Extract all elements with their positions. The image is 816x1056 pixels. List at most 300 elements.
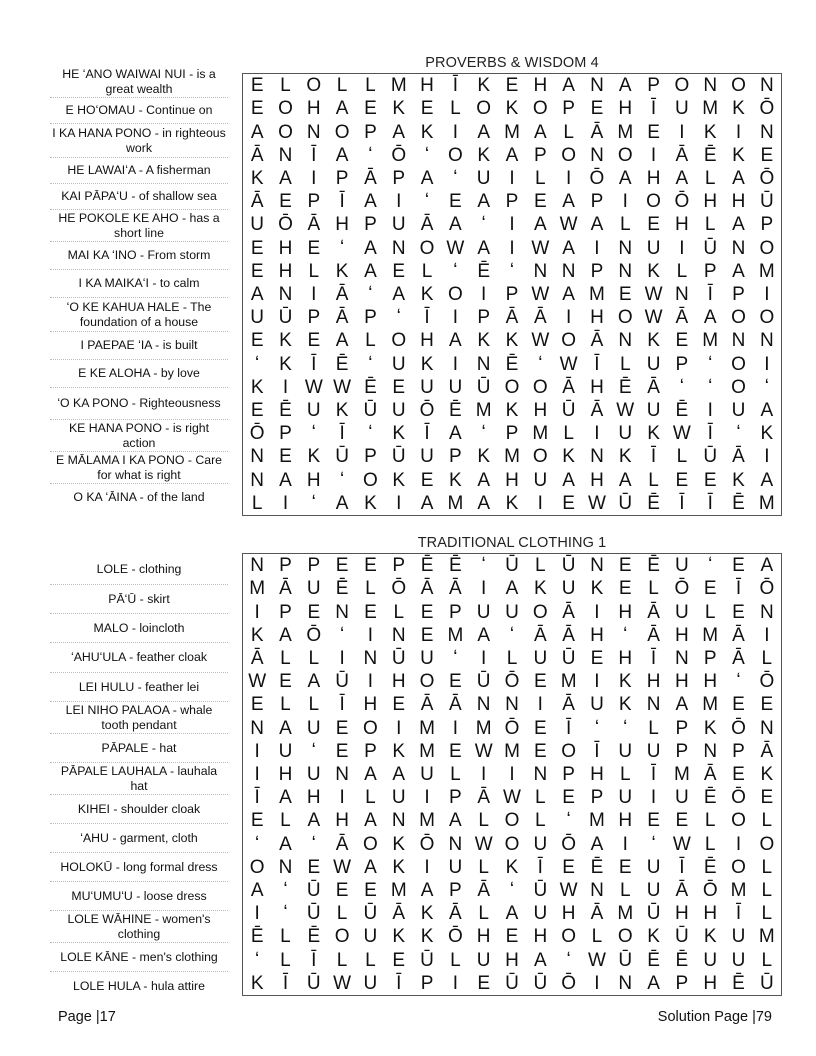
grid-cell[interactable]: L (563, 121, 574, 143)
grid-cell[interactable]: A (533, 949, 547, 971)
grid-cell[interactable]: L (648, 469, 659, 491)
grid-cell[interactable]: E (279, 446, 292, 468)
grid-cell[interactable]: Ī (594, 740, 600, 762)
grid-cell[interactable]: L (478, 810, 489, 832)
grid-cell[interactable]: U (250, 307, 265, 329)
grid-cell[interactable]: U (646, 353, 661, 375)
grid-cell[interactable]: ʻ (311, 492, 316, 514)
grid-cell[interactable]: W (672, 833, 691, 855)
grid-cell[interactable]: Ī (565, 717, 572, 739)
grid-cell[interactable]: A (449, 214, 462, 236)
grid-cell[interactable]: N (618, 260, 633, 282)
grid-cell[interactable]: O (476, 98, 492, 120)
grid-cell[interactable]: Ū (278, 307, 293, 329)
grid-cell[interactable]: E (562, 856, 575, 878)
grid-cell[interactable]: Ū (363, 400, 378, 422)
grid-cell[interactable]: ʻ (283, 903, 288, 925)
grid-cell[interactable]: E (618, 578, 632, 600)
grid-cell[interactable]: L (450, 949, 461, 971)
grid-cell[interactable]: O (419, 237, 435, 259)
grid-cell[interactable]: N (278, 856, 293, 878)
grid-cell[interactable]: U (731, 400, 746, 422)
grid-cell[interactable]: W (248, 671, 267, 693)
grid-cell[interactable]: E (250, 400, 264, 422)
grid-cell[interactable]: O (419, 671, 435, 693)
grid-cell[interactable]: O (731, 376, 746, 398)
grid-cell[interactable]: K (647, 330, 660, 352)
grid-cell[interactable]: A (449, 810, 462, 832)
grid-cell[interactable]: A (335, 492, 349, 514)
grid-cell[interactable]: W (503, 787, 521, 809)
grid-cell[interactable]: I (396, 717, 402, 739)
grid-cell[interactable]: I (396, 492, 402, 514)
grid-cell[interactable]: H (703, 903, 718, 925)
grid-cell[interactable]: K (618, 694, 632, 716)
grid-cell[interactable]: L (619, 880, 631, 902)
grid-cell[interactable]: K (477, 144, 491, 166)
grid-cell[interactable]: U (448, 856, 463, 878)
grid-cell[interactable]: L (280, 75, 291, 97)
grid-cell[interactable]: N (278, 283, 293, 305)
grid-cell[interactable]: Ō (674, 191, 690, 213)
grid-cell[interactable]: P (420, 972, 434, 994)
grid-cell[interactable]: Ā (477, 880, 491, 902)
grid-cell[interactable]: Ā (590, 903, 604, 925)
grid-cell[interactable]: ʻ (368, 283, 373, 305)
grid-cell[interactable]: Ō (674, 578, 690, 600)
grid-cell[interactable]: I (509, 763, 515, 785)
grid-cell[interactable]: N (759, 717, 774, 739)
grid-cell[interactable]: E (449, 740, 462, 762)
grid-cell[interactable]: K (420, 903, 434, 925)
grid-cell[interactable]: Ī (311, 144, 317, 166)
grid-cell[interactable]: N (618, 972, 633, 994)
grid-cell[interactable]: O (731, 75, 746, 97)
grid-cell[interactable]: U (476, 167, 491, 189)
grid-cell[interactable]: I (707, 400, 713, 422)
grid-cell[interactable]: L (280, 926, 291, 948)
grid-cell[interactable]: E (279, 191, 292, 213)
grid-cell[interactable]: L (280, 949, 291, 971)
grid-cell[interactable]: I (424, 787, 430, 809)
grid-cell[interactable]: M (617, 121, 634, 143)
grid-cell[interactable]: K (703, 717, 717, 739)
grid-cell[interactable]: ʻ (566, 949, 571, 971)
grid-cell[interactable]: Ū (306, 903, 321, 925)
grid-cell[interactable]: ʻ (623, 624, 628, 646)
grid-cell[interactable]: Ū (306, 972, 321, 994)
grid-cell[interactable]: E (533, 191, 547, 213)
grid-cell[interactable]: L (478, 903, 489, 925)
grid-cell[interactable]: P (505, 191, 519, 213)
grid-cell[interactable]: I (311, 167, 317, 189)
grid-cell[interactable]: Ā (533, 624, 547, 646)
grid-cell[interactable]: O (646, 191, 661, 213)
grid-cell[interactable]: O (731, 856, 746, 878)
grid-cell[interactable]: E (505, 926, 519, 948)
grid-cell[interactable]: M (702, 330, 719, 352)
grid-cell[interactable]: H (335, 214, 349, 236)
grid-cell[interactable]: M (758, 492, 775, 514)
grid-cell[interactable]: Ā (477, 787, 491, 809)
grid-cell[interactable]: E (732, 763, 745, 785)
grid-cell[interactable]: Ū (505, 555, 519, 577)
grid-cell[interactable]: H (646, 671, 661, 693)
grid-cell[interactable]: Ō (391, 144, 407, 166)
grid-cell[interactable]: P (364, 121, 377, 143)
grid-cell[interactable]: A (279, 787, 292, 809)
grid-cell[interactable]: Ā (675, 307, 689, 329)
grid-cell[interactable]: H (590, 624, 604, 646)
grid-cell[interactable]: O (306, 75, 322, 97)
grid-cell[interactable]: N (533, 763, 548, 785)
grid-cell[interactable]: Ā (647, 601, 660, 623)
grid-cell[interactable]: N (250, 446, 265, 468)
grid-cell[interactable]: I (367, 671, 374, 693)
grid-cell[interactable]: Ī (650, 647, 657, 669)
grid-cell[interactable]: E (562, 787, 575, 809)
grid-cell[interactable]: L (308, 260, 320, 282)
grid-cell[interactable]: O (561, 144, 577, 166)
grid-cell[interactable]: I (254, 903, 260, 925)
grid-cell[interactable]: K (364, 492, 377, 514)
grid-cell[interactable]: Ē (732, 972, 745, 994)
grid-cell[interactable]: U (476, 949, 491, 971)
grid-cell[interactable]: H (590, 469, 604, 491)
grid-cell[interactable]: L (450, 98, 461, 120)
grid-cell[interactable]: K (732, 469, 745, 491)
grid-cell[interactable]: Ū (420, 949, 434, 971)
grid-cell[interactable]: A (505, 144, 519, 166)
grid-cell[interactable]: E (675, 469, 689, 491)
grid-cell[interactable]: P (449, 880, 462, 902)
grid-cell[interactable]: O (731, 810, 746, 832)
grid-cell[interactable]: Ā (335, 307, 349, 329)
grid-cell[interactable]: K (392, 423, 406, 445)
grid-cell[interactable]: A (618, 469, 632, 491)
grid-cell[interactable]: E (250, 98, 264, 120)
grid-cell[interactable]: K (420, 121, 434, 143)
grid-cell[interactable]: Ē (675, 400, 689, 422)
grid-cell[interactable]: I (735, 833, 742, 855)
grid-cell[interactable]: H (618, 98, 633, 120)
grid-cell[interactable]: N (363, 647, 378, 669)
grid-cell[interactable]: I (650, 144, 657, 166)
grid-cell[interactable]: A (364, 260, 377, 282)
grid-cell[interactable]: I (764, 283, 770, 305)
grid-cell[interactable]: A (307, 671, 321, 693)
grid-cell[interactable]: A (250, 283, 264, 305)
grid-cell[interactable]: Ā (647, 624, 660, 646)
grid-cell[interactable]: Ī (679, 856, 685, 878)
grid-cell[interactable]: Ū (476, 376, 491, 398)
grid-cell[interactable]: U (306, 763, 321, 785)
grid-cell[interactable]: N (618, 237, 633, 259)
grid-cell[interactable]: Ū (363, 903, 378, 925)
grid-cell[interactable]: L (336, 903, 348, 925)
grid-cell[interactable]: U (675, 787, 689, 809)
grid-cell[interactable]: P (732, 283, 745, 305)
grid-cell[interactable]: M (475, 400, 492, 422)
grid-cell[interactable]: O (363, 833, 378, 855)
grid-cell[interactable]: N (335, 763, 349, 785)
grid-cell[interactable]: E (760, 787, 774, 809)
grid-cell[interactable]: N (250, 555, 265, 577)
grid-cell[interactable]: P (505, 423, 519, 445)
grid-cell[interactable]: I (537, 492, 543, 514)
grid-cell[interactable]: H (306, 787, 321, 809)
grid-cell[interactable]: E (618, 555, 632, 577)
grid-cell[interactable]: U (646, 880, 661, 902)
grid-cell[interactable]: M (390, 75, 407, 97)
grid-cell[interactable]: W (644, 283, 663, 305)
grid-cell[interactable]: Ū (533, 880, 548, 902)
grid-cell[interactable]: I (282, 492, 289, 514)
grid-cell[interactable]: ʻ (283, 880, 288, 902)
grid-cell[interactable]: K (732, 144, 745, 166)
grid-cell[interactable]: H (646, 167, 661, 189)
grid-cell[interactable]: Ō (731, 787, 746, 809)
grid-cell[interactable]: P (590, 260, 604, 282)
grid-cell[interactable]: Ō (759, 578, 775, 600)
grid-cell[interactable]: A (703, 307, 717, 329)
grid-cell[interactable]: E (335, 880, 349, 902)
grid-cell[interactable]: Ā (562, 601, 575, 623)
grid-cell[interactable]: ʻ (424, 191, 430, 213)
grid-cell[interactable]: Ī (650, 446, 657, 468)
grid-cell[interactable]: M (673, 763, 690, 785)
grid-cell[interactable]: N (250, 469, 265, 491)
grid-cell[interactable]: K (590, 578, 604, 600)
grid-cell[interactable]: L (535, 555, 546, 577)
grid-cell[interactable]: N (759, 330, 774, 352)
grid-cell[interactable]: E (250, 810, 264, 832)
grid-cell[interactable]: I (537, 694, 543, 716)
grid-cell[interactable]: P (335, 167, 349, 189)
grid-cell[interactable]: K (392, 469, 406, 491)
grid-cell[interactable]: H (618, 601, 633, 623)
grid-cell[interactable]: A (279, 167, 292, 189)
grid-cell[interactable]: P (449, 601, 462, 623)
grid-cell[interactable]: Ū (759, 972, 774, 994)
grid-cell[interactable]: Ū (391, 446, 406, 468)
grid-cell[interactable]: E (420, 469, 434, 491)
grid-cell[interactable]: Ē (505, 353, 519, 375)
grid-cell[interactable]: L (365, 787, 376, 809)
grid-cell[interactable]: O (504, 376, 520, 398)
grid-cell[interactable]: O (561, 926, 577, 948)
grid-cell[interactable]: Ū (533, 972, 548, 994)
grid-cell[interactable]: A (590, 214, 604, 236)
grid-cell[interactable]: N (278, 144, 293, 166)
grid-cell[interactable]: W (587, 492, 606, 514)
grid-cell[interactable]: K (392, 856, 406, 878)
grid-cell[interactable]: K (250, 972, 264, 994)
grid-cell[interactable]: I (509, 237, 515, 259)
grid-cell[interactable]: N (561, 260, 576, 282)
grid-cell[interactable]: P (533, 144, 547, 166)
grid-cell[interactable]: E (307, 237, 321, 259)
grid-cell[interactable]: I (481, 283, 487, 305)
grid-cell[interactable]: P (279, 423, 292, 445)
grid-cell[interactable]: Ē (703, 856, 717, 878)
grid-cell[interactable]: H (590, 763, 604, 785)
grid-cell[interactable]: Ā (562, 694, 575, 716)
grid-cell[interactable]: Ī (679, 492, 685, 514)
grid-cell[interactable]: E (590, 647, 604, 669)
grid-cell[interactable]: A (364, 237, 377, 259)
grid-cell[interactable]: K (760, 423, 774, 445)
grid-cell[interactable]: U (618, 423, 633, 445)
grid-cell[interactable]: Ē (732, 492, 745, 514)
grid-cell[interactable]: U (306, 400, 321, 422)
grid-cell[interactable]: K (420, 353, 434, 375)
grid-cell[interactable]: Ū (703, 237, 718, 259)
grid-cell[interactable]: U (391, 353, 406, 375)
grid-cell[interactable]: Ī (339, 191, 345, 213)
grid-cell[interactable]: Ū (618, 492, 633, 514)
grid-cell[interactable]: U (646, 400, 661, 422)
grid-cell[interactable]: L (393, 601, 405, 623)
grid-cell[interactable]: K (505, 98, 519, 120)
grid-cell[interactable]: L (676, 446, 688, 468)
grid-cell[interactable]: ʻ (623, 717, 628, 739)
grid-cell[interactable]: Ā (732, 446, 745, 468)
grid-cell[interactable]: I (594, 423, 600, 445)
grid-cell[interactable]: Ā (420, 694, 434, 716)
grid-cell[interactable]: I (452, 717, 458, 739)
grid-cell[interactable]: A (732, 214, 745, 236)
grid-cell[interactable]: H (533, 926, 548, 948)
grid-cell[interactable]: N (675, 647, 689, 669)
grid-cell[interactable]: H (505, 949, 519, 971)
grid-cell[interactable]: Ā (590, 330, 604, 352)
grid-cell[interactable]: Ū (675, 926, 689, 948)
grid-cell[interactable]: E (477, 972, 491, 994)
grid-cell[interactable]: W (446, 237, 465, 259)
grid-cell[interactable]: Ī (735, 903, 742, 925)
grid-cell[interactable]: K (533, 578, 547, 600)
grid-cell[interactable]: ʻ (736, 423, 741, 445)
grid-cell[interactable]: L (704, 601, 716, 623)
grid-cell[interactable]: P (307, 555, 321, 577)
grid-cell[interactable]: L (648, 717, 659, 739)
grid-cell[interactable]: E (307, 601, 321, 623)
grid-cell[interactable]: E (335, 740, 349, 762)
grid-cell[interactable]: W (333, 376, 352, 398)
grid-cell[interactable]: A (335, 330, 349, 352)
grid-cell[interactable]: L (761, 903, 773, 925)
grid-cell[interactable]: E (760, 694, 774, 716)
grid-cell[interactable]: Ō (561, 972, 577, 994)
grid-cell[interactable]: U (646, 237, 661, 259)
grid-cell[interactable]: P (477, 307, 491, 329)
grid-cell[interactable]: L (535, 167, 546, 189)
grid-cell[interactable]: H (278, 237, 293, 259)
grid-cell[interactable]: A (392, 283, 406, 305)
grid-cell[interactable]: E (364, 601, 377, 623)
grid-cell[interactable]: Ā (335, 833, 349, 855)
grid-cell[interactable]: Ē (618, 376, 632, 398)
grid-cell[interactable]: U (703, 949, 718, 971)
grid-cell[interactable]: U (420, 376, 434, 398)
grid-cell[interactable]: O (447, 144, 463, 166)
grid-cell[interactable]: Ē (250, 926, 264, 948)
grid-cell[interactable]: A (675, 167, 689, 189)
grid-cell[interactable]: Ō (702, 880, 718, 902)
grid-cell[interactable]: L (280, 694, 291, 716)
grid-cell[interactable]: M (758, 260, 775, 282)
grid-cell[interactable]: L (704, 810, 716, 832)
grid-cell[interactable]: ʻ (396, 307, 401, 329)
grid-cell[interactable]: O (363, 717, 378, 739)
grid-cell[interactable]: M (419, 740, 435, 762)
grid-cell[interactable]: P (364, 446, 377, 468)
grid-cell[interactable]: H (505, 469, 519, 491)
grid-cell[interactable]: W (531, 330, 550, 352)
grid-cell[interactable]: P (675, 972, 689, 994)
grid-cell[interactable]: L (676, 260, 688, 282)
grid-cell[interactable]: H (731, 191, 746, 213)
grid-cell[interactable]: N (590, 555, 604, 577)
grid-cell[interactable]: H (675, 624, 689, 646)
grid-cell[interactable]: Ō (391, 578, 407, 600)
grid-cell[interactable]: L (478, 856, 489, 878)
grid-cell[interactable]: E (618, 283, 632, 305)
grid-cell[interactable]: E (250, 260, 264, 282)
grid-cell[interactable]: E (647, 810, 660, 832)
grid-cell[interactable]: M (447, 492, 464, 514)
grid-cell[interactable]: Ā (760, 740, 774, 762)
grid-cell[interactable]: N (505, 694, 519, 716)
grid-cell[interactable]: Ē (647, 492, 660, 514)
grid-cell[interactable]: K (420, 926, 434, 948)
grid-cell[interactable]: ʻ (509, 624, 515, 646)
grid-cell[interactable]: H (675, 214, 689, 236)
grid-cell[interactable]: K (760, 763, 774, 785)
grid-cell[interactable]: A (618, 167, 632, 189)
grid-cell[interactable]: L (761, 647, 773, 669)
grid-cell[interactable]: Ū (335, 446, 349, 468)
grid-cell[interactable]: Ā (250, 191, 264, 213)
grid-cell[interactable]: U (646, 740, 661, 762)
grid-cell[interactable]: E (392, 376, 406, 398)
grid-cell[interactable]: P (703, 647, 717, 669)
grid-cell[interactable]: Ē (307, 926, 321, 948)
grid-cell[interactable]: U (533, 903, 548, 925)
grid-cell[interactable]: A (307, 810, 321, 832)
grid-cell[interactable]: U (391, 787, 406, 809)
grid-cell[interactable]: I (254, 601, 260, 623)
grid-cell[interactable]: E (307, 856, 321, 878)
grid-cell[interactable]: L (308, 694, 320, 716)
grid-cell[interactable]: A (533, 121, 547, 143)
grid-cell[interactable]: A (364, 763, 377, 785)
grid-cell[interactable]: U (646, 856, 661, 878)
grid-cell[interactable]: A (392, 121, 406, 143)
grid-cell[interactable]: Ā (505, 307, 519, 329)
grid-cell[interactable]: N (476, 353, 491, 375)
grid-cell[interactable]: L (535, 810, 546, 832)
grid-cell[interactable]: Ā (590, 400, 604, 422)
grid-cell[interactable]: Ī (707, 492, 713, 514)
grid-cell[interactable]: Ā (449, 903, 462, 925)
grid-cell[interactable]: I (679, 237, 685, 259)
grid-cell[interactable]: M (589, 283, 605, 305)
grid-cell[interactable]: H (590, 307, 604, 329)
grid-cell[interactable]: P (449, 446, 462, 468)
grid-cell[interactable]: I (452, 121, 458, 143)
